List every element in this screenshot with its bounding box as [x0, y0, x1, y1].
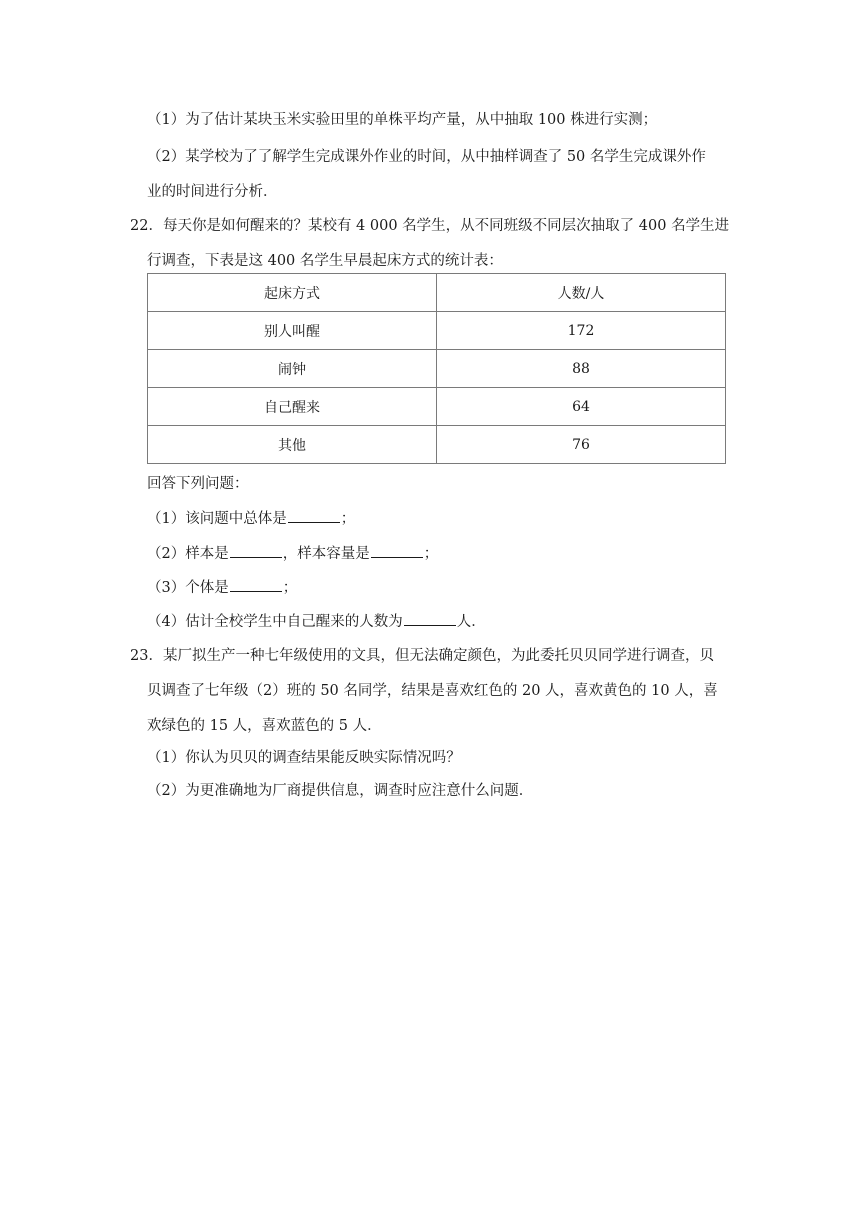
table-cell: 88 [437, 350, 726, 388]
answer-blank [371, 543, 423, 558]
q22-answer-prompt: 回答下列问题： [147, 476, 249, 492]
table-row [148, 312, 726, 350]
q21-part2-line2: 业的时间进行分析． [147, 184, 278, 200]
q22-sub1-end: ； [340, 511, 356, 527]
table-cell: 别人叫醒 [148, 312, 437, 350]
table-row [148, 350, 726, 388]
wakeup-stats-table [147, 273, 726, 464]
q22-stem-line1: 22．每天你是如何醒来的？某校有 4 000 名学生，从不同班级不同层次抽取了 400 名学生进 [130, 218, 730, 234]
table-cell: 其他 [148, 426, 437, 464]
q23-stem-line2: 贝调查了七年级（2）班的 50 名同学，结果是喜欢红色的 20 人，喜欢黄色的 10 人，喜 [147, 683, 718, 699]
q23-stem-line3: 欢绿色的 15 人，喜欢蓝色的 5 人． [147, 718, 382, 734]
q22-sub4 [147, 611, 486, 632]
q22-sub3 [147, 577, 297, 598]
table-header-cell: 人数/人 [437, 274, 726, 312]
q23-sub2: （2）为更准确地为厂商提供信息，调查时应注意什么问题． [147, 783, 534, 799]
q22-sub2 [147, 543, 438, 564]
table-row [148, 426, 726, 464]
q22-sub3-end: ； [282, 580, 298, 596]
q21-part2-line1: （2）某学校为了了解学生完成课外作业的时间，从中抽样调查了 50 名学生完成课外作 [147, 149, 706, 165]
q22-sub4-text: （4）估计全校学生中自己醒来的人数为 [147, 614, 403, 630]
table-cell: 76 [437, 426, 726, 464]
answer-blank [230, 577, 282, 592]
q21-part1: （1）为了估计某块玉米实验田里的单株平均产量，从中抽取 100 株进行实测； [147, 112, 658, 128]
table-header-cell: 起床方式 [148, 274, 437, 312]
q23-stem-line1: 23．某厂拟生产一种七年级使用的文具，但无法确定颜色，为此委托贝贝同学进行调查，贝 [130, 648, 714, 664]
q22-sub1 [147, 508, 355, 529]
answer-blank [404, 611, 456, 626]
q22-sub3-text: （3）个体是 [147, 580, 229, 596]
table-cell: 闹钟 [148, 350, 437, 388]
answer-blank [230, 543, 282, 558]
table-cell: 自己醒来 [148, 388, 437, 426]
q22-sub2-end: ； [423, 546, 439, 562]
q22-stem-line2: 行调查，下表是这 400 名学生早晨起床方式的统计表： [147, 253, 503, 269]
q22-sub4-end: 人． [456, 614, 486, 630]
table-cell: 172 [437, 312, 726, 350]
q22-sub2-text: （2）样本是 [147, 546, 229, 562]
q22-sub2-mid: ，样本容量是 [282, 546, 370, 562]
q22-sub1-text: （1）该问题中总体是 [147, 511, 287, 527]
table-cell: 64 [437, 388, 726, 426]
q23-sub1: （1）你认为贝贝的调查结果能反映实际情况吗？ [147, 750, 461, 766]
answer-blank [288, 508, 340, 523]
table-header-row [148, 274, 726, 312]
table-row [148, 388, 726, 426]
